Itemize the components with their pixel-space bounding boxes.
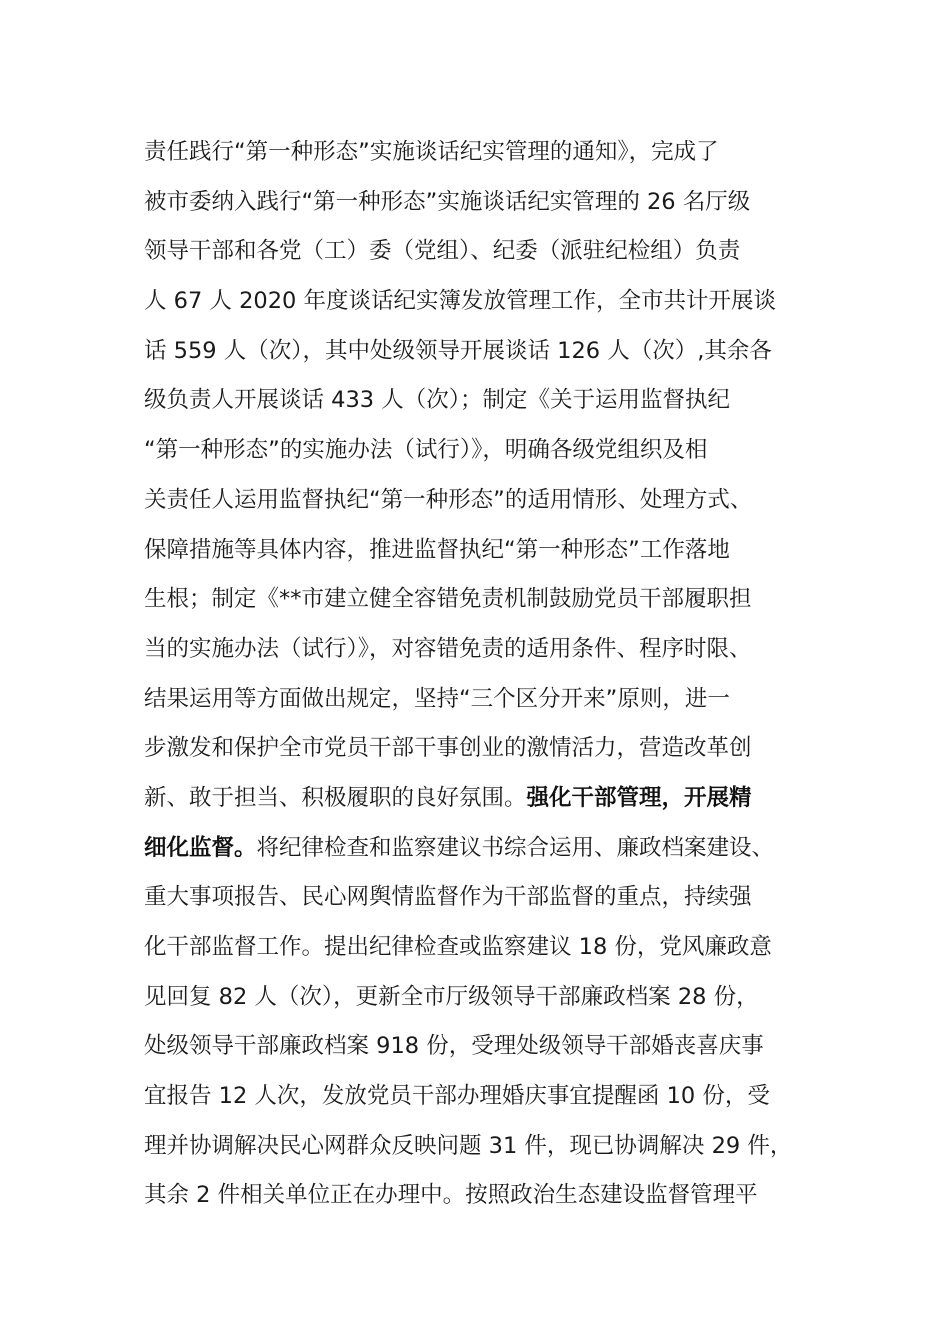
text-run: 其余 2 件相关单位正在办理中。按照政治生态建设监督管理平 [144, 1182, 758, 1209]
text-line [144, 227, 824, 277]
text-run: 生根；制定《**市建立健全容错免责机制鼓励党员干部履职担 [144, 586, 752, 613]
text-line [144, 774, 824, 824]
text-run: 保障措施等具体内容，推进监督执纪“第一种形态”工作落地 [144, 536, 730, 563]
text-line [144, 178, 824, 228]
body-paragraph [144, 128, 824, 1221]
text-run: 领导干部和各党（工）委（党组）、纪委（派驻纪检组）负责 [144, 238, 741, 265]
text-line [144, 426, 824, 476]
text-line [144, 526, 824, 576]
text-line [144, 575, 824, 625]
text-run: 被市委纳入践行“第一种形态”实施谈话纪实管理的 26 名厅级 [144, 188, 751, 215]
text-line [144, 824, 824, 874]
text-run: 化干部监督工作。提出纪律检查或监察建议 18 份，党风廉政意 [144, 934, 772, 960]
text-line [144, 1171, 824, 1221]
text-run: 理并协调解决民心网群众反映问题 31 件，现已协调解决 29 件， [144, 1132, 793, 1159]
text-run: “第一种形态”的实施办法（试行）》，明确各级党组织及相 [144, 437, 708, 464]
text-line [144, 476, 824, 526]
text-line [144, 625, 824, 675]
text-line [144, 724, 824, 774]
text-run: 责任践行“第一种形态”实施谈话纪实管理的通知》，完成了 [144, 139, 719, 165]
bold-text-run: 强化干部管理，开展精 [526, 784, 752, 811]
text-line [144, 376, 824, 426]
text-run: 级负责人开展谈话 433 人（次）；制定《关于运用监督执纪 [144, 387, 731, 414]
text-line [144, 973, 824, 1023]
text-line [144, 1022, 824, 1072]
text-line [144, 128, 824, 178]
text-run: 话 559 人（次），其中处级领导开展谈话 126 人（次）,其余各 [144, 337, 772, 364]
text-line [144, 675, 824, 725]
text-run: 重大事项报告、民心网舆情监督作为干部监督的重点，持续强 [144, 884, 752, 911]
text-line [144, 327, 824, 377]
text-run: 当的实施办法（试行）》，对容错免责的适用条件、程序时限、 [144, 635, 752, 662]
bold-text-run: 细化监督。 [144, 834, 257, 861]
text-run: 关责任人运用监督执纪“第一种形态”的适用情形、处理方式、 [144, 486, 753, 513]
text-line [144, 873, 824, 923]
text-run: 宜报告 12 人次，发放党员干部办理婚庆事宜提醒函 10 份，受 [144, 1083, 770, 1110]
text-run: 人 67 人 2020 年度谈话纪实簿发放管理工作，全市共计开展谈 [144, 288, 777, 315]
text-line [144, 277, 824, 327]
text-run: 将纪律检查和监察建议书综合运用、廉政档案建设、 [256, 834, 775, 861]
text-run: 见回复 82 人（次），更新全市厅级领导干部廉政档案 28 份， [144, 983, 759, 1010]
text-run: 结果运用等方面做出规定，坚持“三个区分开来”原则，进一 [144, 685, 730, 712]
text-line [144, 923, 824, 973]
text-run: 处级领导干部廉政档案 918 份，受理处级领导干部婚丧喜庆事 [144, 1033, 764, 1060]
text-run: 步激发和保护全市党员干部干事创业的激情活力，营造改革创 [144, 735, 752, 762]
text-line [144, 1122, 824, 1172]
text-line [144, 1072, 824, 1122]
text-run: 新、敢于担当、积极履职的良好氛围。 [144, 784, 527, 811]
